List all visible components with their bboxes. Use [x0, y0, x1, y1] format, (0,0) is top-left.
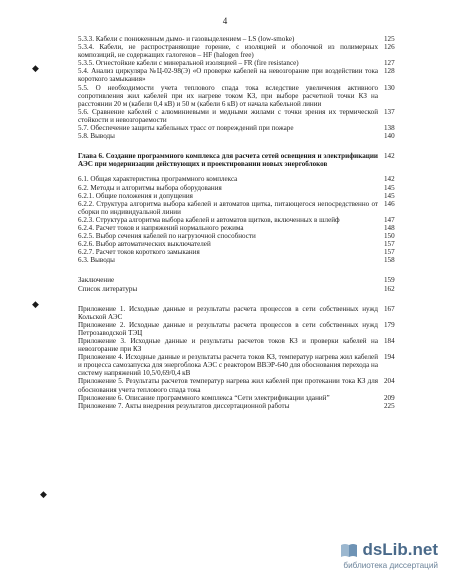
toc-entry[interactable]: 6.2.3. Структура алгоритма выбора кабелей и автоматов щитков, включенных в шлейф 147 [78, 215, 395, 224]
table-of-contents [78, 35, 404, 410]
toc-entry[interactable]: 6.2.1. Общие положения и допущения 145 [78, 191, 395, 200]
toc-entry[interactable]: 6.2.6. Выбор автоматических выключателей 157 [78, 240, 395, 249]
toc-entry[interactable]: Приложение 4. Исходные данные и результаты расчета токов КЗ, температур нагрева жил кабелей и процесса самозапуска для энергоблока АЭС с реактором ВВЭР-640 для обоснования перехода на систему напряжений 10,5/0,69/0,4 кВ 194 [78, 353, 395, 378]
toc-entry[interactable]: Приложение 1. Исходные данные и результаты расчета процессов в сети собственных нужд Кольской АЭС 167 [78, 304, 395, 321]
toc-entry[interactable]: 5.3.5. Огнестойкие кабели с минеральной изоляцией – FR (fire resistance) 127 [78, 59, 395, 68]
toc-entry[interactable]: 5.3.4. Кабели, не распространяющие горение, с изоляцией и оболочкой из полимерных композиций, не содержащих галогенов – HF (halogen free) 126 [78, 43, 395, 60]
margin-bullet: ◆ [40, 489, 47, 499]
margin-bullet: ◆ [32, 63, 39, 73]
toc-entry[interactable]: Заключение 159 [78, 276, 395, 285]
toc-entry[interactable]: 6.2.7. Расчет токов короткого замыкания 157 [78, 248, 395, 257]
toc-entry[interactable]: Приложение 7. Акты внедрения результатов диссертационной работы 225 [78, 401, 395, 410]
toc-entry[interactable]: 6.2.4. Расчет токов и напряжений нормального режима 148 [78, 223, 395, 232]
book-icon [340, 542, 358, 558]
margin-bullet: ◆ [32, 299, 39, 309]
toc-entry[interactable]: Список литературы 162 [78, 284, 395, 293]
site-logo [318, 540, 438, 560]
toc-entry[interactable]: Приложение 2. Исходные данные и результаты расчета процессов в сети собственных нужд Петрозаводской ТЭЦ 179 [78, 320, 395, 337]
site-tagline: библиотека диссертаций [343, 561, 438, 570]
toc-entry[interactable]: Приложение 5. Результаты расчетов температур нагрева жил кабелей при протекании тока КЗ для обоснования учета теплового спада тока 204 [78, 377, 395, 394]
toc-entry[interactable]: 5.6. Сравнение кабелей с алюминиевыми и медными жилами с точки зрения их термической стойкости и невозгораемости 137 [78, 107, 395, 124]
toc-entry[interactable]: 5.8. Выводы 140 [78, 132, 395, 141]
toc-entry[interactable]: 5.7. Обеспечение защиты кабельных трасс от повреждений при пожаре 138 [78, 124, 395, 133]
toc-chapter-heading[interactable]: Глава 6. Создание программного комплекса для расчета сетей освещения и электрификации АЭС при модернизации действующих и проектировании новых энергоблоков 142 [78, 152, 395, 169]
site-watermark[interactable] [318, 540, 438, 570]
toc-entry[interactable]: 6.1. Общая характеристика программного комплекса 142 [78, 175, 395, 184]
site-name: dsLib.net [362, 540, 438, 559]
toc-entry[interactable]: 6.2.5. Выбор сечения кабелей по нагрузочной способности 150 [78, 232, 395, 241]
toc-entry[interactable]: 5.4. Анализ циркуляра №Ц-02-98(Э) «О проверке кабелей на невозгорание при воздействии тока короткого замыкания» 128 [78, 67, 395, 84]
toc-entry[interactable]: Приложение 3. Исходные данные и результаты расчетов токов КЗ и проверки кабелей на невозгорание при КЗ 184 [78, 337, 395, 354]
toc-entry[interactable]: Приложение 6. Описание программного комплекса “Сети электрификации зданий” 209 [78, 393, 395, 402]
toc-entry[interactable]: 5.5. О необходимости учета теплового спада тока вследствие увеличения активного сопротивления жил кабелей при их нагреве током КЗ, при выборе расчетной точки КЗ на расстоянии 20 м (кабели 0,4 кВ) и 50 м (кабели 6 кВ) от начала кабельной линии 130 [78, 83, 395, 108]
page-number: 4 [222, 16, 228, 26]
toc-entry[interactable]: 6.3. Выводы 158 [78, 256, 395, 265]
toc-entry[interactable]: 5.3.3. Кабели с пониженным дымо- и газовыделением – LS (low-smoke) 125 [78, 35, 395, 43]
toc-entry[interactable]: 6.2. Методы и алгоритмы выбора оборудования 145 [78, 183, 395, 192]
toc-entry[interactable]: 6.2.2. Структура алгоритма выбора кабелей и автоматов щитка, питающегося непосредственно от сборки по индивидуальной линии 146 [78, 199, 395, 216]
